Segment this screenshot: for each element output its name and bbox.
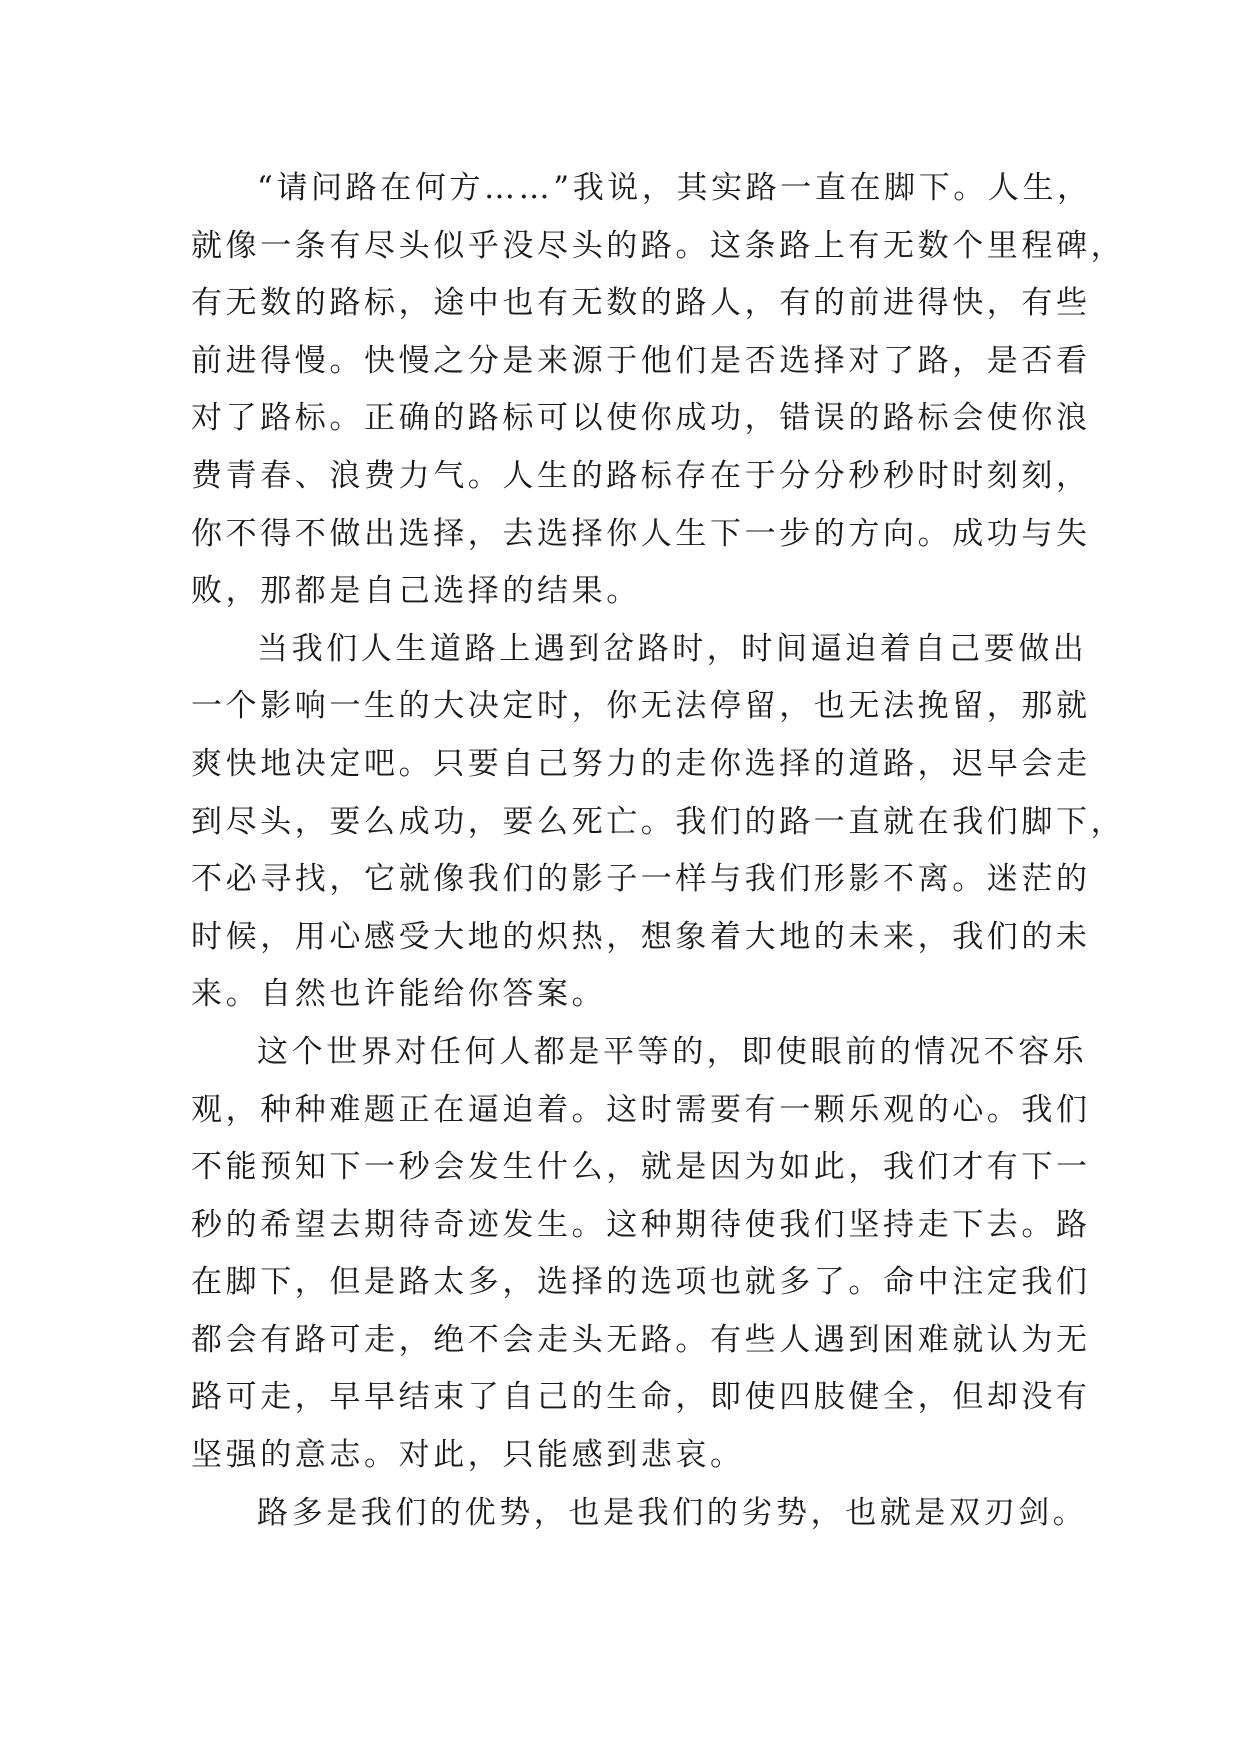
text-line: 坚强的意志。对此，只能感到悲哀。	[191, 1437, 745, 1474]
text-line: 时候，用心感受大地的炽热，想象着大地的未来，我们的未	[191, 918, 1091, 955]
text-line: “请问路在何方……”我说，其实路一直在脚下。人生，	[257, 170, 1092, 206]
text-line: 你不得不做出选择，去选择你人生下一步的方向。成功与失	[191, 515, 1091, 552]
text-line: 爽快地决定吧。只要自己努力的走你选择的道路，迟早会走	[191, 745, 1091, 782]
text-line: 费青春、浪费力气。人生的路标存在于分分秒秒时时刻刻，	[191, 457, 1091, 494]
text-line: 一个影响一生的大决定时，你无法停留，也无法挽留，那就	[191, 688, 1091, 725]
text-line: 秒的希望去期待奇迹发生。这种期待使我们坚持走下去。路	[191, 1206, 1091, 1243]
text-line: 对了路标。正确的路标可以使你成功，错误的路标会使你浪	[191, 400, 1091, 437]
text-line: 都会有路可走，绝不会走头无路。有些人遇到困难就认为无	[191, 1321, 1091, 1358]
text-line: 在脚下，但是路太多，选择的选项也就多了。命中注定我们	[191, 1264, 1091, 1301]
text-line: 不必寻找，它就像我们的影子一样与我们形影不离。迷茫的	[191, 861, 1091, 898]
text-line: 不能预知下一秒会发生什么，就是因为如此，我们才有下一	[191, 1149, 1091, 1186]
text-line: 就像一条有尽头似乎没尽头的路。这条路上有无数个里程碑，	[191, 227, 1126, 264]
text-line: 有无数的路标，途中也有无数的路人，有的前进得快，有些	[191, 285, 1091, 322]
text-line: 到尽头，要么成功，要么死亡。我们的路一直就在我们脚下，	[191, 803, 1126, 840]
text-line: 来。自然也许能给你答案。	[191, 976, 607, 1013]
text-line: 当我们人生道路上遇到岔路时，时间逼迫着自己要做出	[257, 630, 1088, 667]
essay-body	[191, 160, 1126, 1542]
text-line: 败，那都是自己选择的结果。	[191, 573, 641, 610]
text-line: 观，种种难题正在逼迫着。这时需要有一颗乐观的心。我们	[191, 1091, 1091, 1128]
text-line: 这个世界对任何人都是平等的，即使眼前的情况不容乐	[257, 1033, 1088, 1070]
text-line: 路多是我们的优势，也是我们的劣势，也就是双刃剑。	[257, 1494, 1088, 1531]
text-line: 前进得慢。快慢之分是来源于他们是否选择对了路，是否看	[191, 342, 1091, 379]
text-line: 路可走，早早结束了自己的生命，即使四肢健全，但却没有	[191, 1379, 1091, 1416]
